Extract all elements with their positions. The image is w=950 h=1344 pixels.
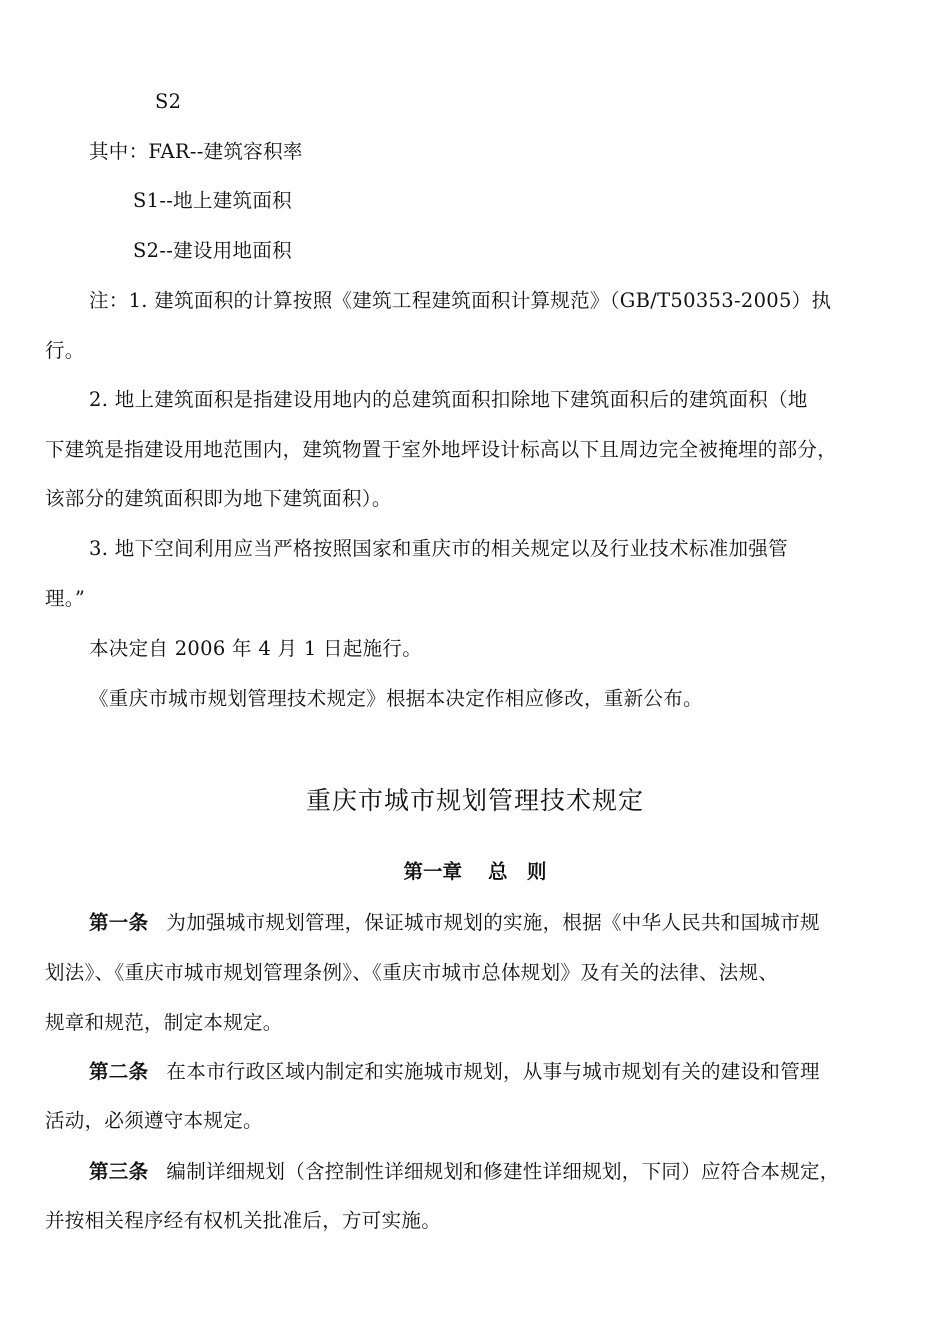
article-3-label: 第三条 [89, 1160, 149, 1183]
document-title: 重庆市城市规划管理技术规定 [305, 786, 644, 815]
formula-s1-line: S1--地上建筑面积 [133, 189, 292, 212]
revision-line: 《重庆市城市规划管理技术规定》根据本决定作相应修改，重新公布。 [89, 687, 703, 710]
note-1-line-2: 行。 [45, 339, 85, 362]
note-3-line-1: 3. 地下空间利用应当严格按照国家和重庆市的相关规定以及行业技术标准加强管 [89, 537, 788, 560]
note-2-line-2: 下建筑是指建设用地范围内，建筑物置于室外地坪设计标高以下且周边完全被掩埋的部分， [45, 438, 838, 461]
note-2-line-3: 该部分的建筑面积即为地下建筑面积）。 [45, 487, 392, 510]
note-3-line-2: 理。” [45, 587, 86, 610]
article-1-line-2: 划法》、《重庆市城市规划管理条例》、《重庆市城市总体规划》及有关的法律、法规、 [45, 961, 779, 984]
article-3-line-1 [89, 1159, 910, 1185]
note-1-line-1: 注：1. 建筑面积的计算按照《建筑工程建筑面积计算规范》（GB/T50353-2005）执 [89, 289, 832, 312]
effective-date-line: 本决定自 2006 年 4 月 1 日起施行。 [89, 637, 423, 660]
formula-where-line: 其中：FAR--建筑容积率 [89, 140, 303, 163]
note-2-line-1: 2. 地上建筑面积是指建设用地内的总建筑面积扣除地下建筑面积后的建筑面积（地 [89, 388, 808, 411]
article-1-line-3: 规章和规范，制定本规定。 [45, 1011, 283, 1034]
formula-denominator: S2 [155, 90, 182, 113]
formula-s2-line: S2--建设用地面积 [133, 239, 292, 262]
article-3-text-1: 编制详细规划（含控制性详细规划和修建性详细规划，下同）应符合本规定， [166, 1160, 840, 1183]
chapter-heading [0, 859, 950, 885]
article-2-line-1 [89, 1059, 910, 1085]
article-1-line-1 [89, 910, 910, 936]
article-1-text-1: 为加强城市规划管理，保证城市规划的实施，根据《中华人民共和国城市规 [166, 911, 820, 934]
article-2-label: 第二条 [89, 1060, 149, 1083]
article-3-line-2: 并按相关程序经有权机关批准后，方可实施。 [45, 1209, 442, 1232]
article-1-label: 第一条 [89, 911, 149, 934]
article-2-line-2: 活动，必须遵守本规定。 [45, 1109, 263, 1132]
article-2-text-1: 在本市行政区域内制定和实施城市规划，从事与城市规划有关的建设和管理 [166, 1060, 820, 1083]
chapter-number: 第一章 [403, 860, 462, 883]
chapter-name: 总 则 [488, 860, 547, 883]
